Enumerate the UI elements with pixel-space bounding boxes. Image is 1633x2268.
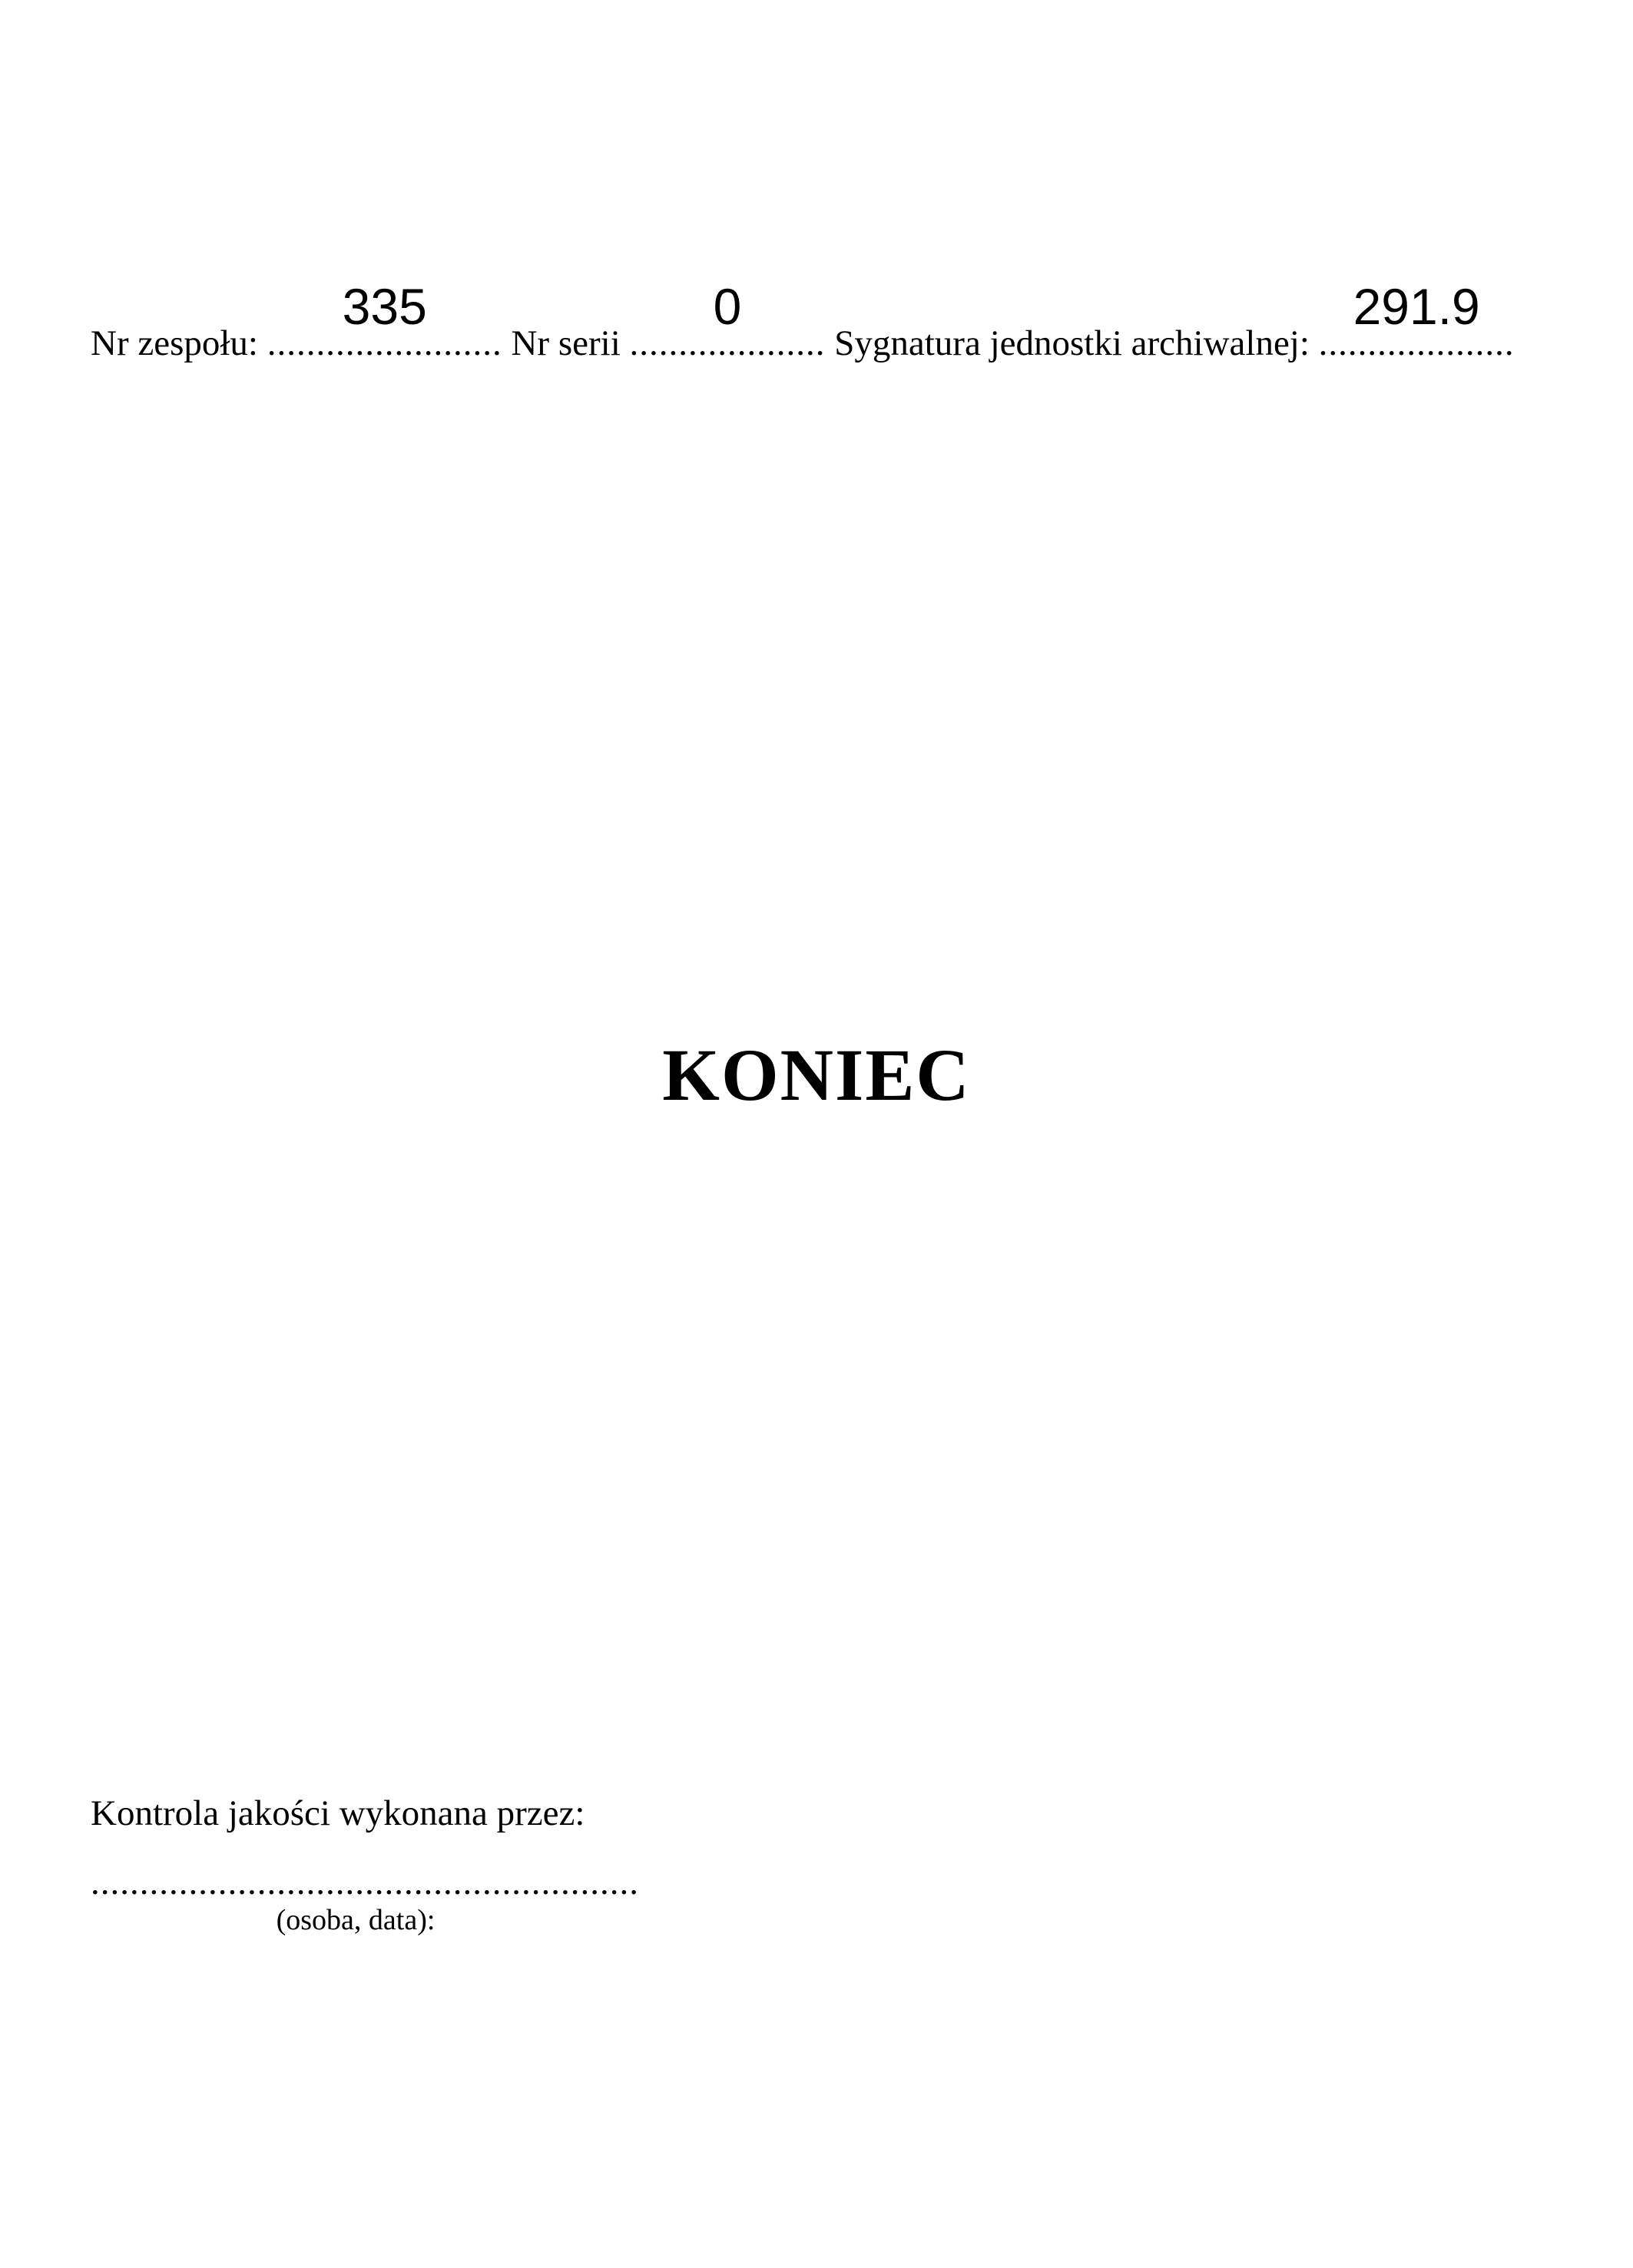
header-fields-row	[91, 278, 1515, 364]
koniec-title: KONIEC	[662, 1034, 971, 1116]
nr-serii-value: 0	[713, 278, 742, 336]
quality-control-signature-line: ........................................................	[91, 1862, 639, 1902]
field-nr-zespolu	[91, 278, 511, 363]
nr-zespolu-dotted-line: ........................	[267, 323, 502, 363]
nr-serii-dotted-line: ....................	[629, 323, 826, 363]
sygnatura-dotted-line: ....................	[1318, 323, 1515, 363]
nr-zespolu-label: Nr zespołu:	[91, 323, 267, 363]
field-sygnatura	[834, 278, 1515, 363]
quality-control-caption: (osoba, data):	[276, 1904, 436, 1936]
nr-zespolu-blank	[267, 278, 502, 364]
sygnatura-label: Sygnatura jednostki archiwalnej:	[834, 323, 1319, 363]
nr-zespolu-value: 335	[342, 278, 427, 336]
nr-serii-label: Nr serii	[511, 323, 630, 363]
sygnatura-value: 291.9	[1353, 278, 1480, 336]
field-nr-serii	[511, 278, 834, 363]
quality-control-label: Kontrola jakości wykonana przez:	[91, 1793, 585, 1833]
sygnatura-blank	[1318, 278, 1515, 364]
nr-serii-blank	[629, 278, 826, 364]
